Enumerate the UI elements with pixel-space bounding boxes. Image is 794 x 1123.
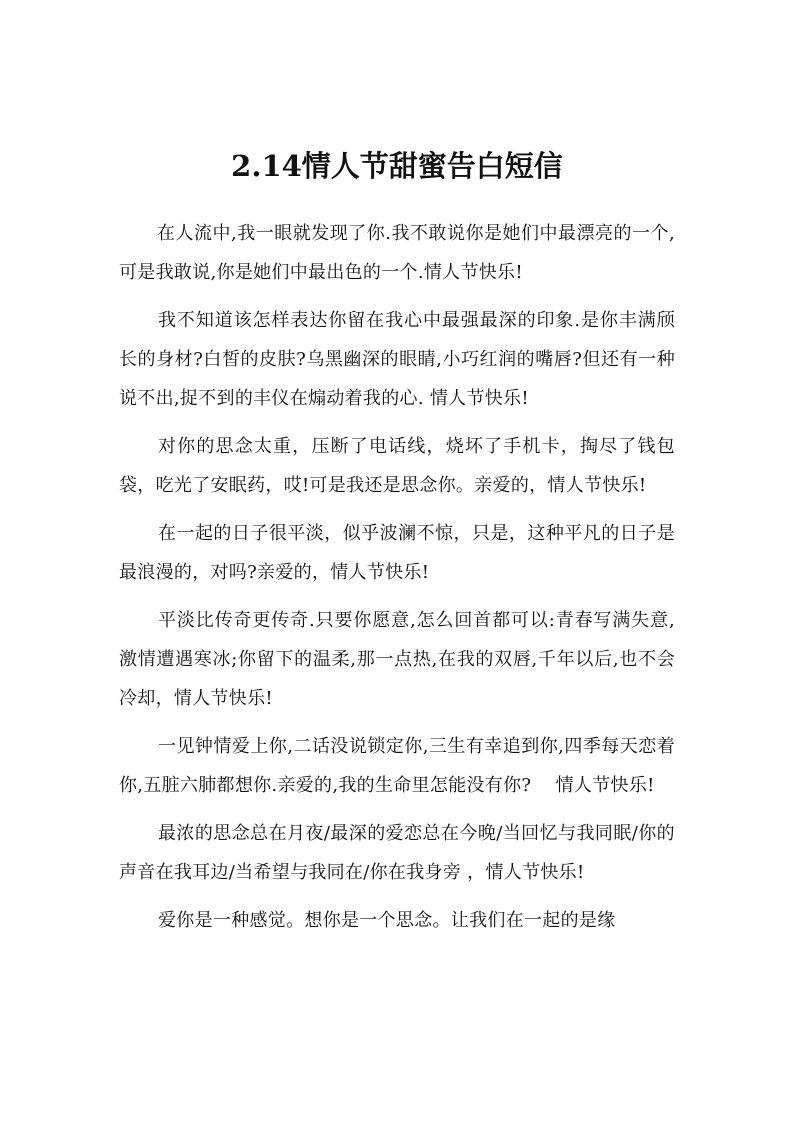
paragraph: 最浓的思念总在月夜/最深的爱恋总在今晚/当回忆与我同眠/你的声音在我耳边/当希望与我同在/你在我身旁 ，情人节快乐!: [119, 823, 675, 883]
paragraph: 我不知道该怎样表达你留在我心中最强最深的印象.是你丰满颀长的身材?白皙的皮肤?乌黑幽深的眼睛,小巧红润的嘴唇?但还有一种说不出,捉不到的丰仪在煽动着我的心. 情人节快乐!: [119, 310, 675, 409]
paragraph: 爱你是一种感觉。想你是一个思念。让我们在一起的是缘: [158, 910, 616, 931]
paragraph: 在一起的日子很平淡，似乎波澜不惊，只是，这种平凡的日子是最浪漫的，对吗?亲爱的，情人节快乐!: [119, 523, 675, 583]
paragraph: 平淡比传奇更传奇.只要你愿意,怎么回首都可以:青春写满失意,激情遭遇寒冰;你留下的温柔,那一点热,在我的双唇,千年以后,也不会冷却，情人节快乐!: [119, 610, 675, 709]
paragraph: 一见钟情爱上你,二话没说锁定你,三生有幸追到你,四季每天恋着你,五脏六肺都想你.亲爱的,我的生命里怎能没有你? 情人节快乐!: [119, 736, 675, 796]
paragraph: 对你的思念太重，压断了电话线，烧坏了手机卡，掏尽了钱包袋，吃光了安眠药，哎!可是我还是思念你。亲爱的，情人节快乐!: [119, 436, 675, 496]
paragraph: 在人流中,我一眼就发现了你.我不敢说你是她们中最漂亮的一个,可是我敢说,你是她们中最出色的一个.情人节快乐!: [119, 223, 675, 283]
document-body: [119, 214, 675, 949]
document-title: 2.14情人节甜蜜告白短信: [231, 149, 563, 183]
